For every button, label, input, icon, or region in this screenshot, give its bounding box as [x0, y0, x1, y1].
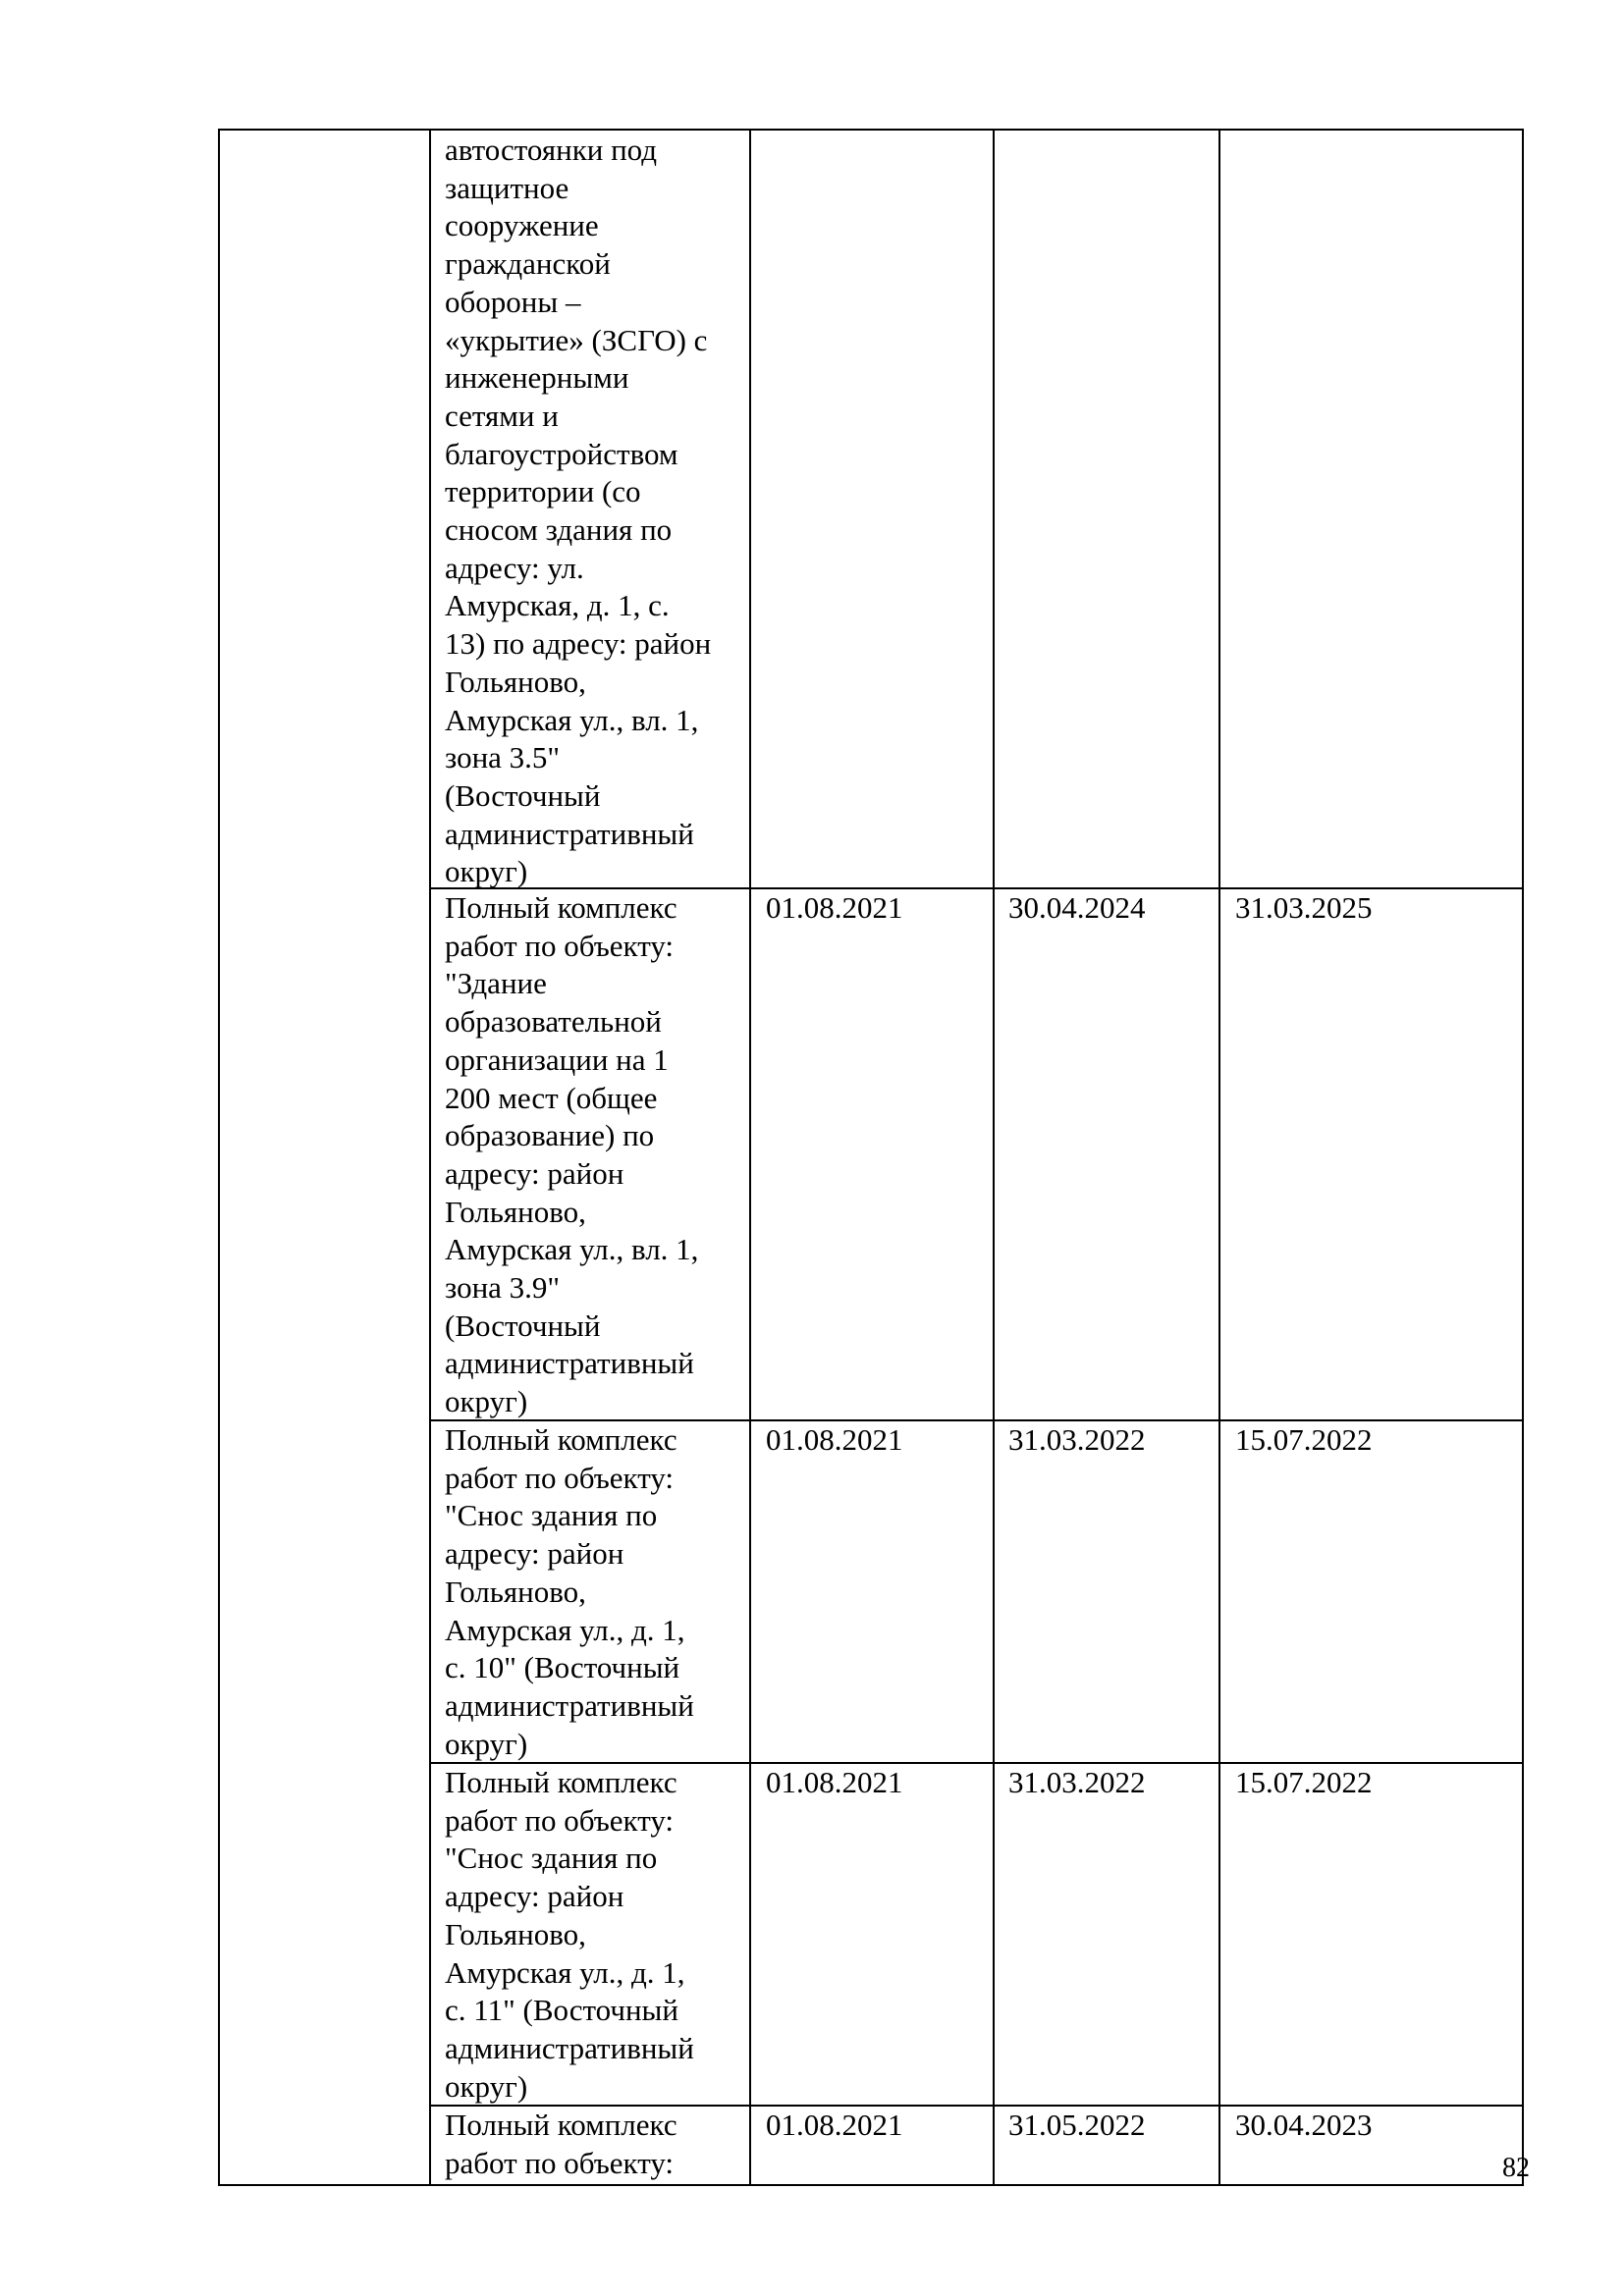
table-row-4-date-3: 15.07.2022 [1235, 1765, 1373, 1799]
table-row-3-start-date: 01.08.2021 [766, 1422, 903, 1457]
table-border-right [1522, 129, 1524, 2186]
table-row-2-start-date: 01.08.2021 [766, 890, 903, 925]
table-border-top [218, 129, 1524, 131]
table-row-3-date-3: 15.07.2022 [1235, 1422, 1373, 1457]
table-column-divider [429, 129, 431, 2186]
table-border-bottom [218, 2184, 1524, 2186]
table-row-4-start-date: 01.08.2021 [766, 1765, 903, 1799]
page-number: 82 [1502, 2153, 1530, 2183]
table-column-divider [1218, 129, 1220, 2186]
table-row-5-start-date: 01.08.2021 [766, 2108, 903, 2142]
table-row-2-description: Полный комплекс работ по объекту: "Здание образовательной организации на 1 200 мест (общее образование) по адресу: район Гольяново, Амурская ул., вл. 1, зона 3.9" (Восточный административный округ) [445, 890, 699, 1419]
table-row-5-description: Полный комплекс работ по объекту: [445, 2108, 677, 2180]
table-row-3-description: Полный комплекс работ по объекту: "Снос здания по адресу: район Гольяново, Амурская ул., д. 1, с. 10" (Восточный административный округ) [445, 1422, 694, 1761]
table-row-4-description: Полный комплекс работ по объекту: "Снос здания по адресу: район Гольяново, Амурская ул., д. 1, с. 11" (Восточный административный округ) [445, 1765, 694, 2104]
table-border-left [218, 129, 220, 2186]
table-row-5-date-3: 30.04.2023 [1235, 2108, 1373, 2142]
table-row-2-date-3: 31.03.2025 [1235, 890, 1373, 925]
table-column-divider [993, 129, 995, 2186]
table-row-5-date-2: 31.05.2022 [1008, 2108, 1146, 2142]
table-row-4-date-2: 31.03.2022 [1008, 1765, 1146, 1799]
table-row-3-date-2: 31.03.2022 [1008, 1422, 1146, 1457]
table-column-divider [749, 129, 751, 2186]
table-row-2-date-2: 30.04.2024 [1008, 890, 1146, 925]
table-row-1-description: автостоянки под защитное сооружение гражданской обороны – «укрытие» (ЗСГО) с инженерными сетями и благоустройством территории (со сносом здания по адресу: ул. Амурская, д. 1, с. 13) по адресу: район Гольяново, Амурская ул., вл. 1, зона 3.5" (Восточный административный округ) [445, 133, 712, 889]
